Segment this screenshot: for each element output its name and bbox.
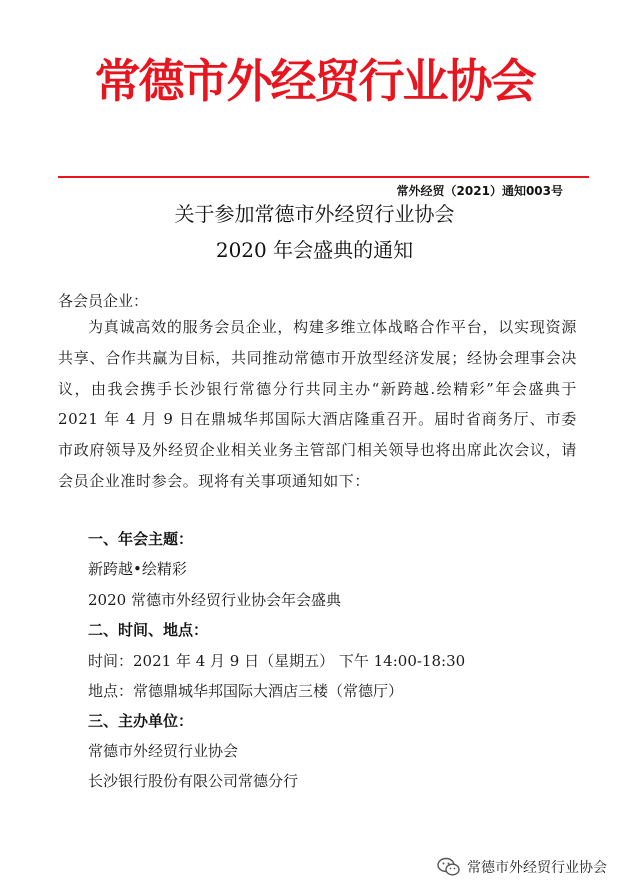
title-line-2: 2020 年会盛典的通知: [215, 238, 414, 262]
theme-line-1: 新跨越•绘精彩: [88, 560, 187, 578]
salutation: 各会员企业：: [58, 292, 149, 310]
section-time-place-heading: 二、时间、地点：: [88, 621, 209, 639]
intro-paragraph: 为真诚高效的服务会员企业，构建多维立体战略合作平台，以实现资源共享、合作共赢为目标，共同推动常德市开放型经济发展；经协会理事会决议，由我会携手长沙银行常德分行共同主办“新跨越.绘精彩”年会盛典于 2021 年 4 月 9 日在鼎城华邦国际大酒店隆重召开。届时省商务厅、市委市政府领导及外经贸企业相关业务主管部门相关领导也将出席此次会议，请会员企业准时参会。现将有关事项通知如下：: [58, 318, 577, 490]
masthead: 常德市外经贸行业协会: [94, 54, 535, 108]
organizer-1: 常德市外经贸行业协会: [88, 742, 239, 760]
document-number: 常外经贸（2021）通知003号: [396, 184, 563, 198]
theme-line-2: 2020 常德市外经贸行业协会年会盛典: [88, 591, 341, 609]
wechat-icon: [437, 857, 461, 877]
section-theme-heading: 一、年会主题：: [88, 530, 194, 548]
masthead-divider: [58, 176, 589, 178]
wechat-account-name: 常德市外经贸行业协会: [467, 860, 607, 876]
title-line-1: 关于参加常德市外经贸行业协会: [174, 202, 455, 226]
section-organizers-heading: 三、主办单位：: [88, 712, 194, 730]
organizer-2: 长沙银行股份有限公司常德分行: [88, 772, 299, 790]
place-line: 地点：常德鼎城华邦国际大酒店三楼（常德厅）: [88, 682, 404, 700]
time-line: 时间：2021 年 4 月 9 日（星期五） 下午 14:00-18:30: [88, 652, 466, 670]
wechat-watermark: [437, 857, 607, 877]
